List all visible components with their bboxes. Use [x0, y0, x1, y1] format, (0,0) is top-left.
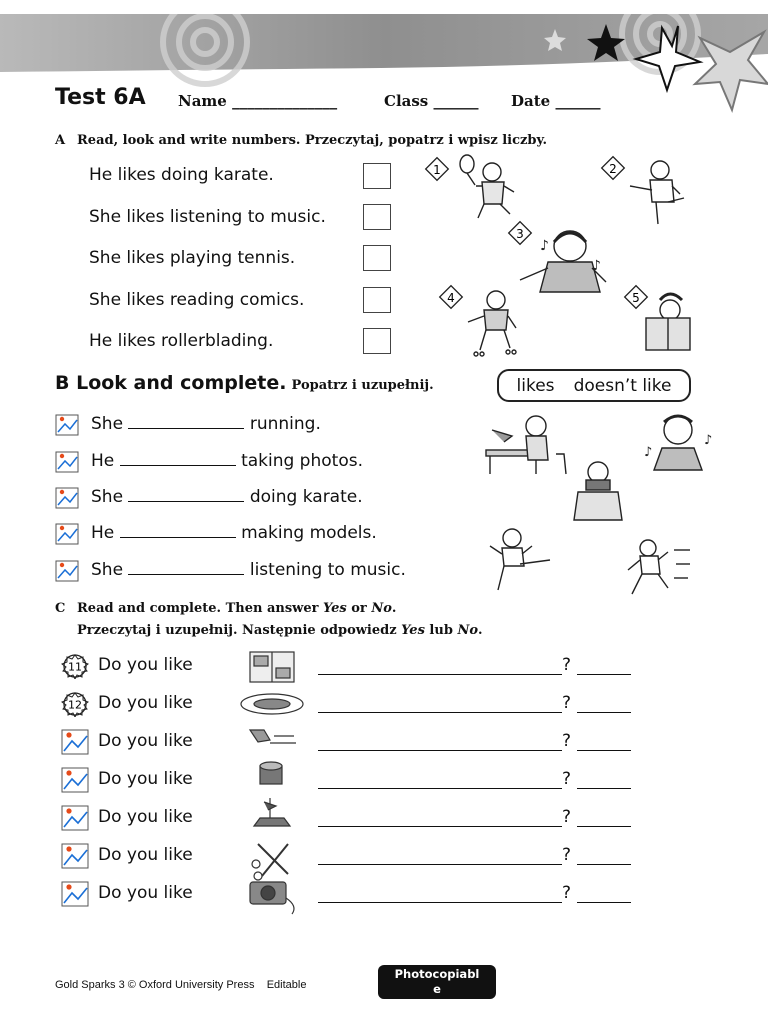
comics-icon [250, 652, 294, 682]
svg-text:4: 4 [447, 291, 455, 305]
answer-line[interactable] [318, 674, 562, 675]
date-field[interactable] [511, 92, 600, 110]
scissors-icon [252, 844, 288, 880]
yes-no-line[interactable] [577, 864, 631, 865]
section-b-pictures [482, 404, 722, 604]
sentence-rest: doing karate. [249, 487, 363, 507]
section-a-sentence: She likes reading comics. [89, 290, 305, 310]
section-c-pictures [240, 648, 306, 918]
word-box [497, 369, 691, 402]
footer-copyright: Gold Sparks 3 © Oxford University Press Editable [55, 979, 307, 991]
class-blank: ______ [433, 92, 479, 110]
yes-no-line[interactable] [577, 712, 631, 713]
sentence-rest: taking photos. [241, 451, 363, 471]
fill-blank[interactable] [128, 487, 244, 502]
sentence-subject: She [91, 487, 124, 507]
section-a-pictures [420, 150, 720, 362]
fill-blank[interactable] [120, 451, 236, 466]
question-prompt: Do you like [98, 883, 193, 903]
header-banner [0, 14, 768, 132]
number-badge [602, 157, 625, 180]
section-b-sentence [91, 487, 363, 507]
editable-image-icon [55, 451, 79, 473]
model-making-boy-illustration [486, 416, 566, 474]
sentence-rest: making models. [241, 523, 377, 543]
editable-image-icon [61, 805, 89, 831]
editable-image-icon [55, 523, 79, 545]
section-b-title: B Look and complete. [55, 372, 287, 394]
question-prompt: Do you like [98, 769, 193, 789]
number-badge [426, 158, 449, 181]
singing-girl-illustration [644, 416, 712, 470]
name-blank: ______________ [232, 92, 338, 110]
drum-icon [260, 762, 282, 784]
section-a-sentence: He likes doing karate. [89, 165, 274, 185]
rollerblade-boy-illustration [468, 291, 516, 356]
food-plate-icon [241, 694, 303, 714]
editable-image-icon [55, 560, 79, 582]
karate-boy-illustration [630, 161, 684, 224]
section-a-sentence: She likes listening to music. [89, 207, 326, 227]
number-badge [509, 222, 532, 245]
question-prompt: Do you like [98, 693, 193, 713]
question-mark: ? [562, 845, 572, 865]
class-field[interactable] [384, 92, 478, 110]
svg-text:3: 3 [516, 227, 524, 241]
question-mark: ? [562, 807, 572, 827]
question-prompt: Do you like [98, 731, 193, 751]
sentence-subject: She [91, 560, 124, 580]
yes-no-line[interactable] [577, 750, 631, 751]
sentence-subject: He [91, 451, 115, 471]
question-mark: ? [562, 693, 572, 713]
question-mark: ? [562, 655, 572, 675]
editable-label: Editable [266, 979, 307, 991]
svg-text:♪: ♪ [644, 445, 653, 460]
svg-text:2: 2 [609, 162, 617, 176]
editable-image-icon [61, 843, 89, 869]
name-label: Name [178, 92, 227, 110]
section-a-letter: A [55, 133, 66, 148]
section-a-sentence: He likes rollerblading. [89, 331, 274, 351]
yes-no-line[interactable] [577, 674, 631, 675]
date-label: Date [511, 92, 551, 110]
editable-image-icon [55, 414, 79, 436]
question-mark: ? [562, 769, 572, 789]
section-c-letter: C [55, 601, 66, 616]
answer-box[interactable] [363, 328, 391, 354]
yes-no-line[interactable] [577, 788, 631, 789]
sentence-rest: running. [249, 414, 321, 434]
photo-boy-illustration [574, 462, 622, 520]
model-toy-icon [254, 798, 290, 826]
question-prompt: Do you like [98, 655, 193, 675]
editable-image-icon [61, 767, 89, 793]
editable-image-icon [61, 729, 89, 755]
running-shoes-icon [250, 730, 296, 743]
question-prompt: Do you like [98, 807, 193, 827]
reading-girl-illustration [646, 294, 690, 350]
editable-image-icon [55, 487, 79, 509]
question-prompt: Do you like [98, 845, 193, 865]
question-mark: ? [562, 731, 572, 751]
answer-box[interactable] [363, 245, 391, 271]
word-option: likes [516, 375, 555, 396]
section-a-sentence: She likes playing tennis. [89, 248, 296, 268]
page-title: Test 6A [55, 85, 146, 110]
svg-text:♪: ♪ [592, 258, 601, 274]
photocopiable-badge: Photocopiabl e [378, 965, 496, 999]
answer-line[interactable] [318, 826, 562, 827]
section-b-sentence [91, 560, 406, 580]
fill-blank[interactable] [128, 414, 244, 429]
svg-text:1: 1 [433, 163, 441, 177]
answer-line[interactable] [318, 902, 562, 903]
answer-line[interactable] [318, 788, 562, 789]
number-badge [440, 286, 463, 309]
class-label: Class [384, 92, 429, 110]
answer-box[interactable] [363, 163, 391, 189]
svg-text:♪: ♪ [704, 433, 713, 448]
section-b-sentence [91, 451, 363, 471]
date-blank: ______ [555, 92, 601, 110]
karate-girl-illustration [490, 529, 550, 590]
name-field[interactable] [178, 92, 337, 110]
sentence-rest: listening to music. [249, 560, 406, 580]
number-badge [61, 653, 89, 679]
yes-no-line[interactable] [577, 902, 631, 903]
camera-icon [250, 882, 294, 914]
sentence-subject: He [91, 523, 115, 543]
section-b-sentence [91, 523, 377, 543]
answer-line[interactable] [318, 750, 562, 751]
running-girl-illustration [628, 540, 690, 594]
answer-line[interactable] [318, 712, 562, 713]
section-a-instruction [55, 133, 547, 148]
music-girl-illustration [520, 231, 606, 292]
section-b-subtitle: Popatrz i uzupełnij. [291, 378, 434, 393]
section-a-text: Read, look and write numbers. Przeczytaj, popatrz i wpisz liczby. [77, 133, 548, 148]
answer-box[interactable] [363, 204, 391, 230]
section-b-heading [55, 372, 434, 394]
editable-image-icon [61, 881, 89, 907]
fill-blank[interactable] [120, 523, 236, 538]
sentence-subject: She [91, 414, 124, 434]
yes-no-line[interactable] [577, 826, 631, 827]
question-mark: ? [562, 883, 572, 903]
word-option: doesn’t like [573, 375, 672, 396]
answer-box[interactable] [363, 287, 391, 313]
svg-text:♪: ♪ [540, 238, 549, 254]
number-badge [625, 286, 648, 309]
answer-line[interactable] [318, 864, 562, 865]
section-b-sentence [91, 414, 321, 434]
fill-blank[interactable] [128, 560, 244, 575]
section-c-instruction-pl: Przeczytaj i uzupełnij. Następnie odpowiedz Yes lub No. [77, 623, 483, 638]
section-c-instruction-en: C Read and complete. Then answer Yes or No. [55, 601, 397, 616]
tennis-girl-illustration [460, 155, 514, 218]
number-badge [61, 691, 89, 717]
svg-text:11: 11 [68, 660, 82, 674]
svg-text:12: 12 [68, 698, 82, 712]
svg-text:5: 5 [632, 291, 640, 305]
